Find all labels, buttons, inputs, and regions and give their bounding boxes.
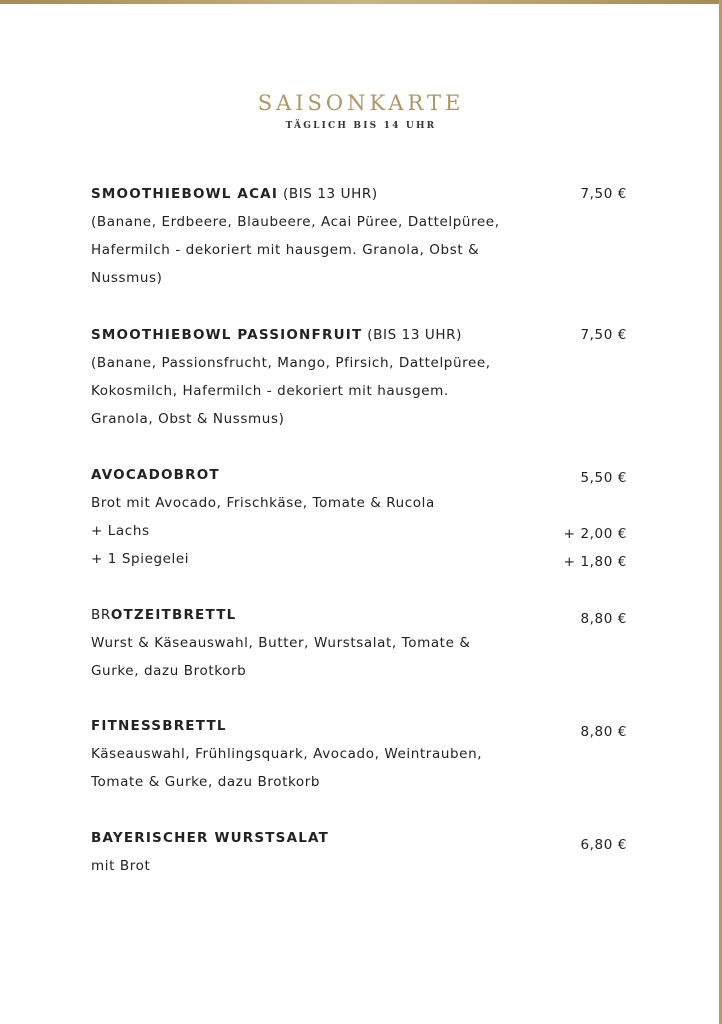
extra-option	[91, 517, 631, 545]
description-line: Kokosmilch, Hafermilch - dekoriert mit hausgem.	[91, 383, 449, 399]
description-line: Brot mit Avocado, Frischkäse, Tomate & Rucola	[91, 495, 435, 511]
item-description	[91, 489, 531, 517]
description-line: Käseauswahl, Frühlingsquark, Avocado, Weintrauben,	[91, 746, 483, 762]
item-price: 7,50 €	[580, 186, 627, 202]
extra-option	[91, 545, 631, 573]
description-line: mit Brot	[91, 858, 151, 874]
item-price: 7,50 €	[580, 327, 627, 343]
description-line: Tomate & Gurke, dazu Brotkorb	[91, 774, 321, 790]
item-name: AVOCADOBROT	[91, 467, 220, 483]
menu-item-brotzeitbrettl	[91, 601, 631, 685]
item-description	[91, 629, 531, 685]
description-line: Nussmus)	[91, 270, 163, 286]
top-border	[0, 0, 722, 4]
description-line: Wurst & Käseauswahl, Butter, Wurstsalat, Tomate &	[91, 635, 471, 651]
item-description	[91, 208, 531, 292]
extra-price: + 1,80 €	[563, 554, 627, 570]
item-name-prefix: BR	[91, 607, 111, 623]
menu-item-bayerischer-wurstsalat	[91, 824, 631, 880]
description-line: (Banane, Erdbeere, Blaubeere, Acai Püree, Dattelpüree,	[91, 214, 500, 230]
item-name: FITNESSBRETTL	[91, 718, 227, 734]
menu-item-smoothiebowl-passionfruit	[91, 321, 631, 433]
item-description	[91, 349, 531, 433]
item-name: OTZEITBRETTL	[110, 607, 237, 623]
extra-label: + 1 Spiegelei	[91, 551, 190, 567]
item-name: SMOOTHIEBOWL PASSIONFRUIT	[91, 327, 363, 343]
item-note: (BIS 13 UHR)	[367, 327, 463, 343]
description-line: Hafermilch - dekoriert mit hausgem. Granola, Obst &	[91, 242, 480, 258]
menu-item-avocadobrot	[91, 461, 631, 573]
page-title: SAISONKARTE	[257, 91, 465, 115]
menu-item-smoothiebowl-acai	[91, 180, 631, 292]
menu-item-fitnessbrettl	[91, 712, 631, 796]
extra-price: + 2,00 €	[563, 526, 627, 542]
description-line: Gurke, dazu Brotkorb	[91, 663, 247, 679]
page-subtitle: TÄGLICH BIS 14 UHR	[285, 121, 437, 131]
item-description	[91, 740, 531, 796]
description-line: Granola, Obst & Nussmus)	[91, 411, 285, 427]
extra-label: + Lachs	[91, 523, 150, 539]
item-price: 8,80 €	[580, 611, 627, 627]
item-price: 6,80 €	[580, 837, 627, 853]
item-name: BAYERISCHER WURSTSALAT	[91, 830, 330, 846]
description-line: (Banane, Passionsfrucht, Mango, Pfirsich, Dattelpüree,	[91, 355, 491, 371]
item-price: 5,50 €	[580, 470, 627, 486]
item-note: (BIS 13 UHR)	[282, 186, 378, 202]
item-price: 8,80 €	[580, 724, 627, 740]
menu-header	[0, 88, 722, 131]
item-name: SMOOTHIEBOWL ACAI	[91, 186, 279, 202]
item-description	[91, 852, 531, 880]
